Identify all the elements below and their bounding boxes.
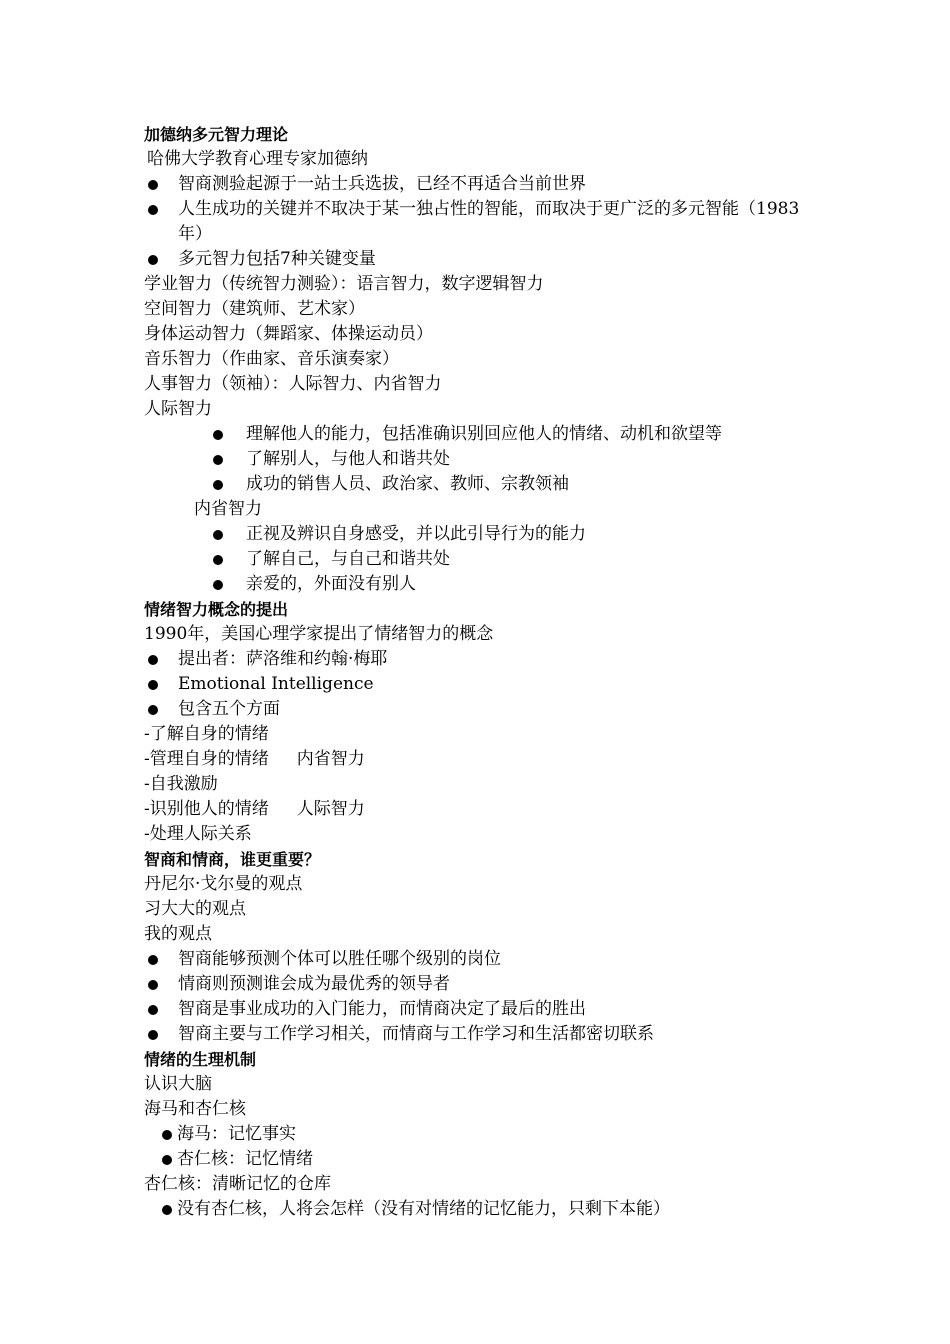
list-item-text: 亲爱的，外面没有别人 <box>246 574 416 594</box>
list-item-text: 没有杏仁核，人将会怎样（没有对情绪的记忆能力，只剩下本能） <box>177 1199 670 1219</box>
text-line: 身体运动智力（舞蹈家、体操运动员） <box>144 324 433 344</box>
list-item <box>144 447 824 472</box>
bullet-icon <box>148 705 158 715</box>
bullet-icon <box>148 205 158 215</box>
text-line: 人际智力 <box>144 399 212 419</box>
aspect-text: -管理自身的情绪 <box>144 749 269 769</box>
text-line: 1990年，美国心理学家提出了情绪智力的概念 <box>144 624 494 644</box>
list-item-text: Emotional Intelligence <box>178 674 374 694</box>
bullet-icon <box>162 1130 172 1140</box>
list-item <box>144 547 824 572</box>
aspect-line <box>144 772 824 797</box>
list-item <box>144 572 824 597</box>
text-line: 学业智力（传统智力测验）：语言智力，数字逻辑智力 <box>144 274 544 294</box>
bullet-icon <box>148 680 158 690</box>
text-line: 内省智力 <box>194 499 262 519</box>
list-item <box>144 1122 824 1147</box>
list-item <box>144 522 824 547</box>
bullet-icon <box>148 980 158 990</box>
list-item-text: 杏仁核：记忆情绪 <box>177 1149 313 1169</box>
aspect-note: 内省智力 <box>296 749 365 769</box>
bullet-icon <box>213 555 223 565</box>
text-line: 杏仁核：清晰记忆的仓库 <box>144 1174 331 1194</box>
text-line: 人事智力（领袖）：人际智力、内省智力 <box>144 374 442 394</box>
list-item <box>144 472 824 497</box>
list-item <box>144 1197 824 1222</box>
list-item-text: 多元智力包括7种关键变量 <box>178 249 376 269</box>
list-item-text: 提出者：萨洛维和约翰·梅耶 <box>178 649 388 669</box>
list-item-text: 理解他人的能力，包括准确识别回应他人的情绪、动机和欲望等 <box>246 424 722 444</box>
document-page <box>144 122 824 1222</box>
list-item-text: 人生成功的关键并不取决于某一独占性的智能，而取决于更广泛的多元智能（1983年） <box>178 199 800 244</box>
list-item-text: 成功的销售人员、政治家、教师、宗教领袖 <box>246 474 569 494</box>
bullet-icon <box>213 580 223 590</box>
section-heading: 情绪智力概念的提出 <box>144 600 289 619</box>
list-item <box>144 1022 824 1047</box>
list-item <box>144 972 824 997</box>
bullet-icon <box>213 455 223 465</box>
section-heading: 智商和情商，谁更重要？ <box>144 850 321 869</box>
bullet-icon <box>148 955 158 965</box>
bullet-icon <box>213 530 223 540</box>
section-subtitle: 哈佛大学教育心理专家加德纳 <box>147 149 368 169</box>
aspect-text: -识别他人的情绪 <box>144 799 269 819</box>
bullet-icon <box>148 255 158 265</box>
bullet-icon <box>213 480 223 490</box>
list-item <box>144 422 824 447</box>
list-item <box>144 197 824 247</box>
list-item-text: 正视及辨识自身感受，并以此引导行为的能力 <box>246 524 586 544</box>
aspect-line <box>144 722 824 747</box>
text-line: 习大大的观点 <box>144 899 246 919</box>
aspect-line <box>144 747 824 772</box>
list-item-text: 智商是事业成功的入门能力，而情商决定了最后的胜出 <box>178 999 586 1019</box>
text-line: 空间智力（建筑师、艺术家） <box>144 299 365 319</box>
section-heading: 情绪的生理机制 <box>144 1050 257 1069</box>
list-item <box>144 172 824 197</box>
list-item-text: 包含五个方面 <box>178 699 280 719</box>
list-item-text: 智商测验起源于一站士兵选拔，已经不再适合当前世界 <box>178 174 586 194</box>
text-line: 丹尼尔·戈尔曼的观点 <box>144 874 303 894</box>
text-line: 海马和杏仁核 <box>144 1099 246 1119</box>
list-item <box>144 697 824 722</box>
bullet-icon <box>213 430 223 440</box>
aspect-line <box>144 822 824 847</box>
aspect-text: -了解自身的情绪 <box>144 724 269 744</box>
bullet-icon <box>148 655 158 665</box>
aspect-note: 人际智力 <box>296 799 365 819</box>
bullet-icon <box>148 1030 158 1040</box>
list-item <box>144 672 824 697</box>
list-item-text: 海马：记忆事实 <box>177 1124 296 1144</box>
section-heading: 加德纳多元智力理论 <box>144 125 289 144</box>
list-item <box>144 997 824 1022</box>
text-line: 我的观点 <box>144 924 212 944</box>
list-item-text: 智商主要与工作学习相关，而情商与工作学习和生活都密切联系 <box>178 1024 654 1044</box>
list-item-text: 了解自己，与自己和谐共处 <box>246 549 450 569</box>
bullet-icon <box>148 180 158 190</box>
bullet-icon <box>148 1005 158 1015</box>
bullet-icon <box>162 1205 172 1215</box>
aspect-line <box>144 797 824 822</box>
text-line: 音乐智力（作曲家、音乐演奏家） <box>144 349 399 369</box>
list-item-text: 了解别人，与他人和谐共处 <box>246 449 450 469</box>
list-item <box>144 1147 824 1172</box>
list-item <box>144 947 824 972</box>
text-line: 认识大脑 <box>144 1074 212 1094</box>
list-item <box>144 647 824 672</box>
list-item-text: 情商则预测谁会成为最优秀的领导者 <box>178 974 450 994</box>
aspect-text: -自我激励 <box>144 774 218 794</box>
list-item-text: 智商能够预测个体可以胜任哪个级别的岗位 <box>178 949 501 969</box>
list-item <box>144 247 824 272</box>
bullet-icon <box>162 1155 172 1165</box>
aspect-text: -处理人际关系 <box>144 824 252 844</box>
